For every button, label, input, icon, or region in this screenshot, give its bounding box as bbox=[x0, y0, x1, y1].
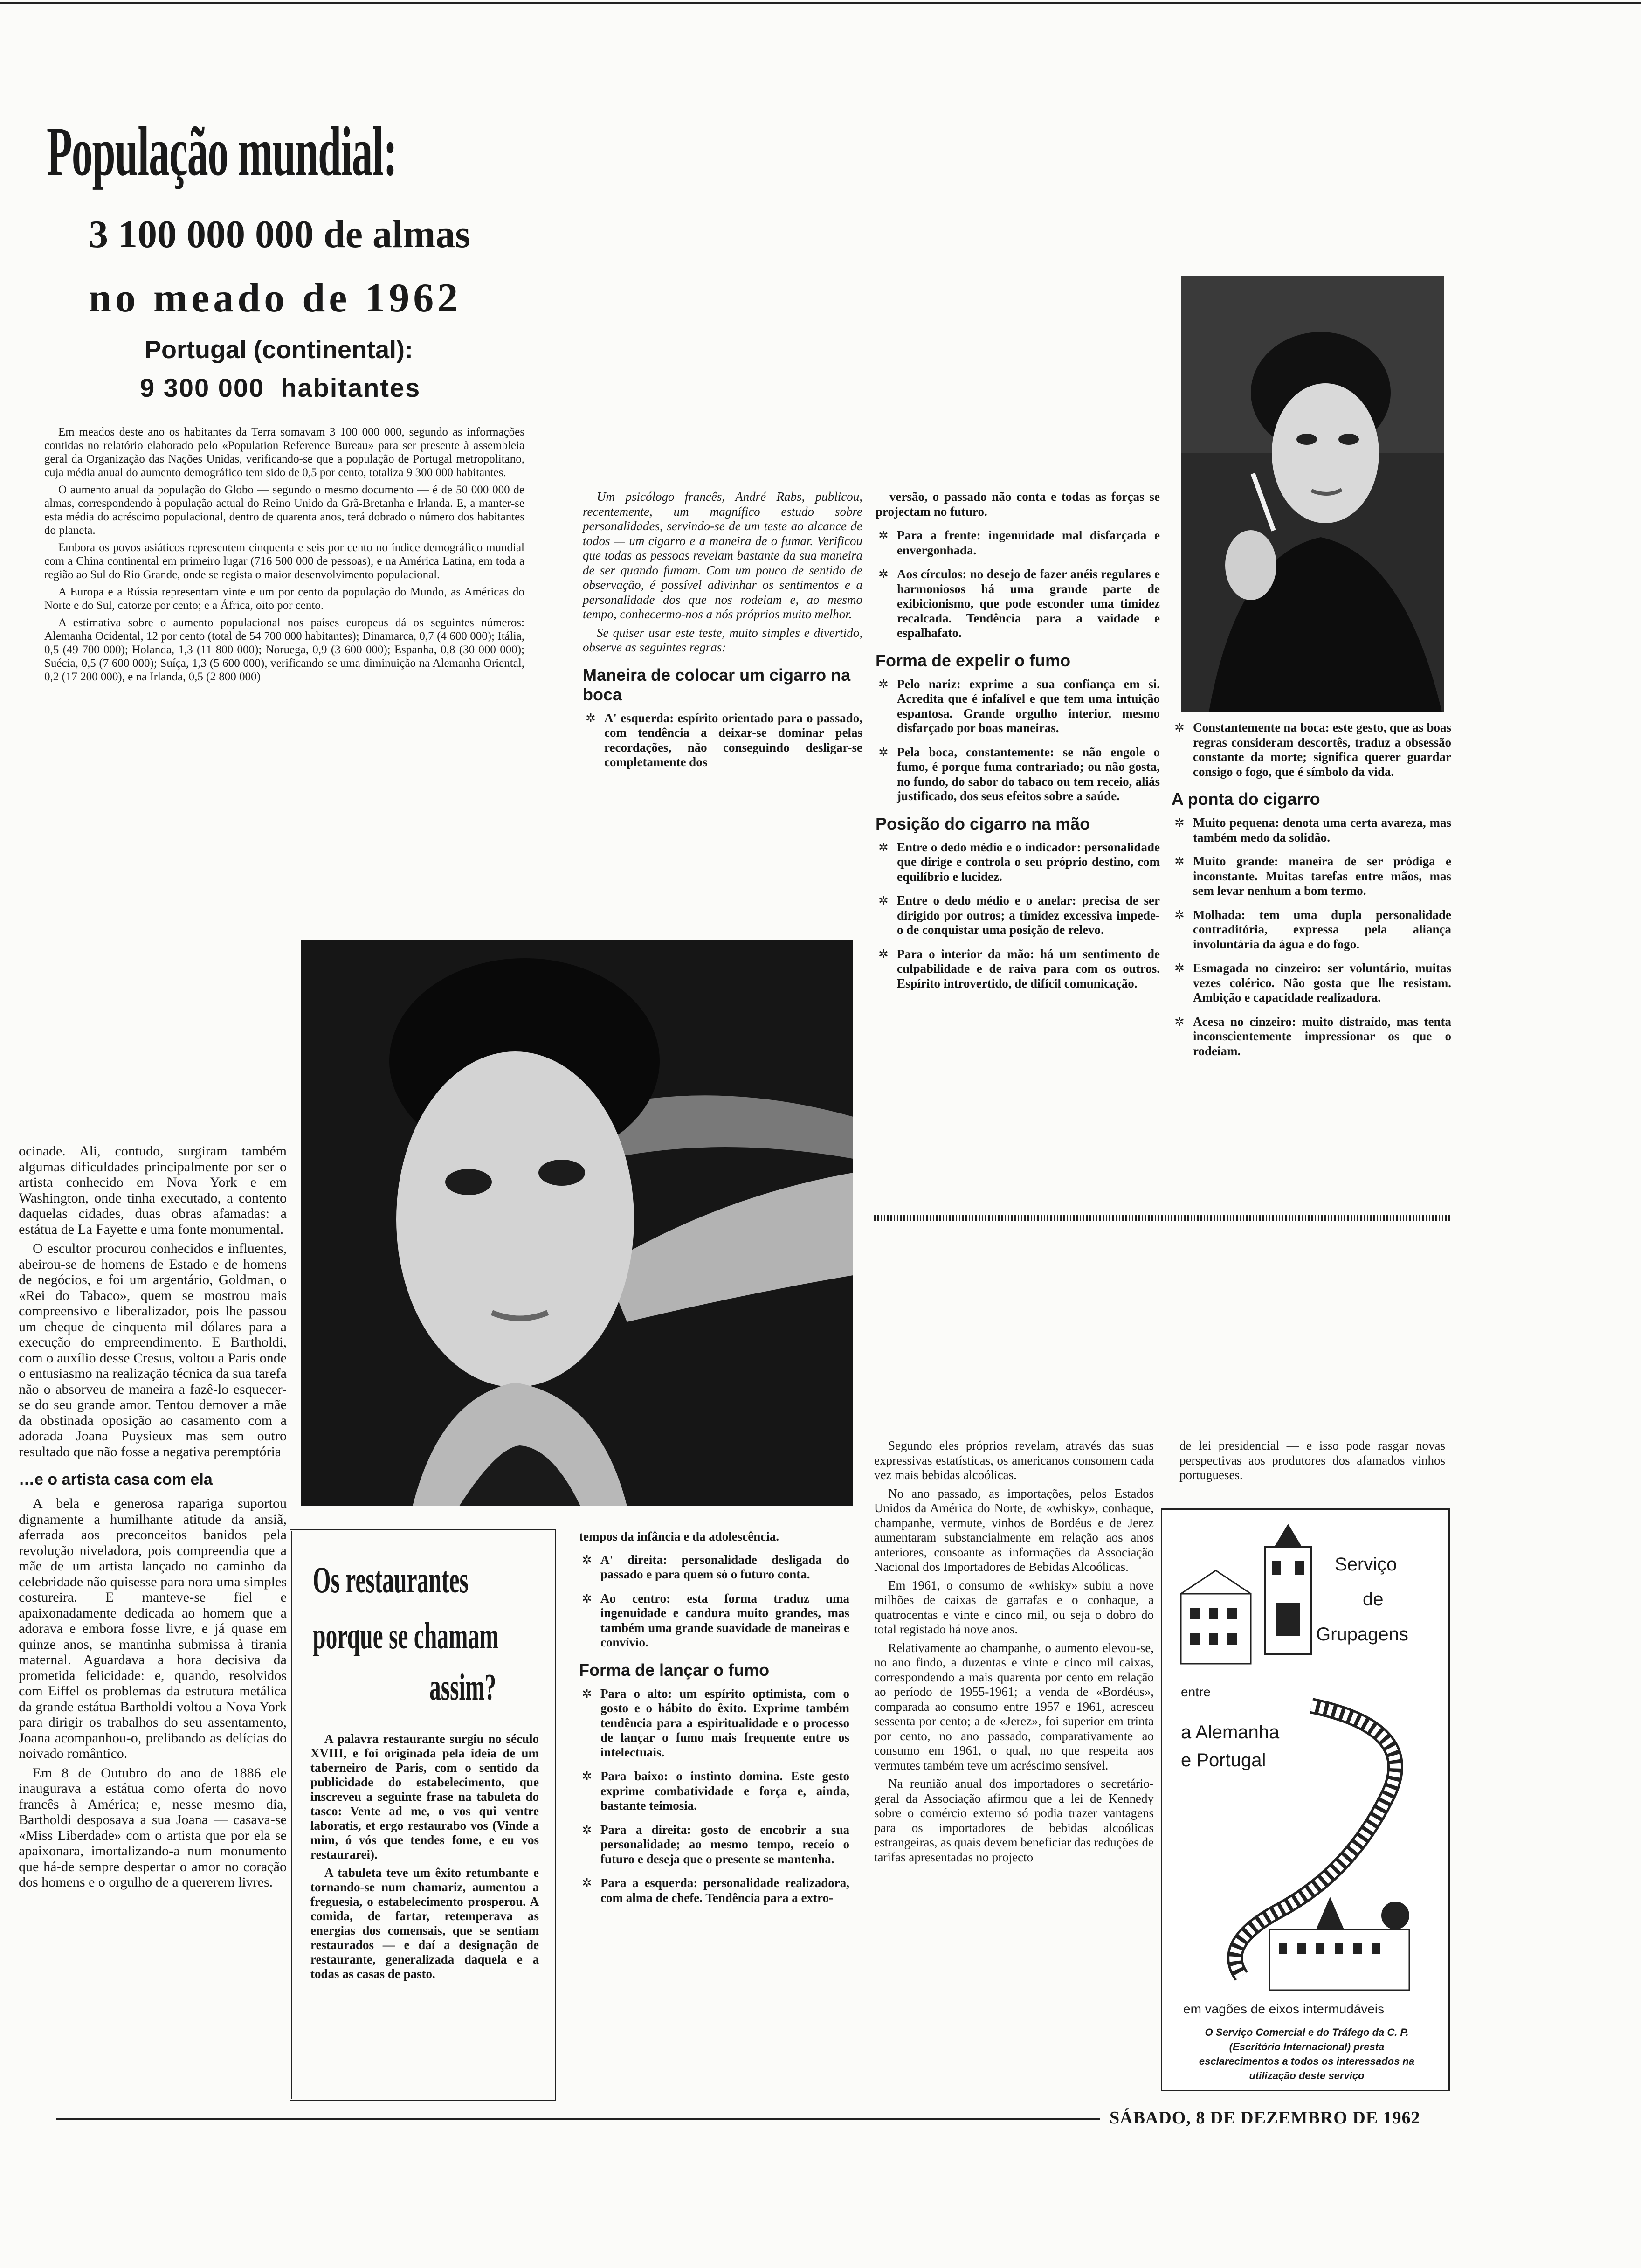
top-rule bbox=[0, 2, 1641, 4]
list-item: ✲ Para a esquerda: personalidade realizadora, com alma de chefe. Tendência para a extro- bbox=[582, 1876, 849, 1905]
paragraph: A Europa e a Rússia representam vinte e um por cento da população do Mundo, as Américas do Norte e do Sul, catorze por cento; e a África, oito por cento. bbox=[44, 586, 524, 612]
dotted-rule bbox=[874, 1215, 1452, 1221]
paragraph: Um psicólogo francês, André Rabs, publicou, recentemente, um magnífico estudo sobre personalidades, servindo-se de um teste ao alcance de todos — um cigarro e a maneira de o fumar. Verificou que todas as pessoas revelam bastante da sua maneira de ser quando fumam. Com um pouco de sentido de observação, é possível adivinhar os sentimentos e a personalidade dos que nos rodeiam e, ao mesmo tempo, conhecermo-nos a nós próprios muito melhor. bbox=[583, 490, 862, 621]
list-item: ✲ Aos círculos: no desejo de fazer anéis regulares e harmoniosos há uma grande parte de exibicionismo, que pode esconder uma timidez recalcada. Tendência para a vaidade e espalhafato. bbox=[878, 567, 1160, 640]
ad-line-3: Grupagens bbox=[1316, 1624, 1408, 1645]
list-item: ✲ Acesa no cinzeiro: muito distraído, mas tenta inconscientemente impressionar os que o rodeiam. bbox=[1174, 1014, 1451, 1058]
paragraph: ocinade. Ali, contudo, surgiram também algumas dificuldades principalmente por ser o artista conhecido em Nova York e em Washington, onde tinha executado, a contento daquelas cidades, duas obras afamadas: a estátua de La Fayette e uma fonte monumental. bbox=[19, 1143, 287, 1237]
ad-line-6: e Portugal bbox=[1181, 1750, 1266, 1770]
list-item: ✲ Pelo nariz: exprime a sua confiança em si. Acredita que é infalível e que tem uma intuição espantosa. Grande orgulho interior, mesmo disfarçado por boas maneiras. bbox=[878, 677, 1160, 735]
paragraph: Segundo eles próprios revelam, através das suas expressivas estatísticas, os americanos consomem cada vez mais bebidas alcoólicas. bbox=[874, 1438, 1154, 1482]
cigar-column-1 bbox=[583, 490, 862, 779]
list-item: ✲ Molhada: tem uma dupla personalidade contraditória, expressa pela aliança involuntária da água e do fogo. bbox=[1174, 907, 1451, 951]
woman-portrait-illustration bbox=[301, 940, 853, 1506]
asterisk-icon: ✲ bbox=[878, 745, 889, 759]
restaurants-box bbox=[290, 1529, 556, 2101]
list-item: ✲ Esmagada no cinzeiro: ser voluntário, muitas vezes colérico. Não gosta que lhe resistam. Ambição e capacidade realizadora. bbox=[1174, 961, 1451, 1004]
list-item: ✲ Para o interior da mão: há um sentimento de culpabilidade e de raiva para com os outros. Espírito introvertido, de difícil comunicação. bbox=[878, 947, 1160, 990]
section-title: …e o artista casa com ela bbox=[19, 1471, 213, 1488]
woman-smoking-illustration bbox=[1181, 276, 1444, 712]
restaurants-title-3: assim? bbox=[429, 1667, 496, 1708]
asterisk-icon: ✲ bbox=[878, 840, 889, 854]
list-item: ✲ Ao centro: esta forma traduz uma ingenuidade e candura muito grandes, mas também uma grande suavidade de maneiras e convívio. bbox=[582, 1591, 849, 1649]
list-item: ✲ Para o alto: um espírito optimista, com o gosto e o hábito do êxito. Exprime também tendência para a espiritualidade e o processo de lançar o fumo mais frequente entre os intelectuais. bbox=[582, 1686, 849, 1759]
artist-column bbox=[19, 1143, 287, 1894]
population-article-body bbox=[44, 425, 524, 687]
list-item: ✲ Constantemente na boca: este gesto, que as boas regras consideram descortês, traduz a obsessão constante da morte; significa querer guardar consigo o fogo, que é símbolo da vida. bbox=[1174, 720, 1451, 779]
issue-date: SÁBADO, 8 DE DEZEMBRO DE 1962 bbox=[1110, 2108, 1420, 2128]
woman-portrait-photo bbox=[301, 940, 853, 1506]
subhead-portugal: Portugal (continental): bbox=[145, 336, 413, 364]
asterisk-icon: ✲ bbox=[878, 894, 889, 907]
ad-footer: O Serviço Comercial e do Tráfego da C. P. (Escritório Internacional) presta esclarecimentos a todos os interessados na utilização deste serviço bbox=[1199, 2026, 1415, 2081]
paragraph: A estimativa sobre o aumento populacional nos países europeus dá os seguintes números: Alemanha Ocidental, 12 por cento (total de 54 700 000 habitantes); Dinamarca, 0,7 (4 600 000); Itália, 0,5 (49 700 000); Holanda, 1,3 (11 800 000); Noruega, 0,9 (3 600 000); Espanha, 0,8 (30 000 000); Suécia, 0,5 (7 600 000); Suíça, 1,3 (5 600 000), verificando-se uma diminuição na Alemanha Oriental, 0,2 (17 200 000), e na Irlanda, 0,5 (2 800 000) bbox=[44, 616, 524, 683]
paragraph: A palavra restaurante surgiu no século XVIII, e foi originada pela ideia de um taberneiro de Paris, com o sentido da publicidade do estabelecimento, que inscreveu a seguinte frase na tabuleta do tasco: Vente ad me, o vos qui ventre laboratis, et ergo restaurabo vos (Vinde a mim, ó vós que tendes fome, e eu vos restaurarei). bbox=[310, 1732, 539, 1861]
ad-line-7: em vagões de eixos intermudáveis bbox=[1183, 2002, 1385, 2016]
paragraph: versão, o passado não conta e todas as forças se projectam no futuro. bbox=[876, 490, 1160, 519]
asterisk-icon: ✲ bbox=[878, 529, 889, 542]
woman-smoking-photo bbox=[1181, 276, 1444, 712]
asterisk-icon: ✲ bbox=[1174, 908, 1185, 922]
paragraph: tempos da infância e da adolescência. bbox=[579, 1529, 779, 1543]
asterisk-icon: ✲ bbox=[582, 1770, 592, 1783]
paragraph: Embora os povos asiáticos representem cinquenta e seis por cento no índice demográfico mundial com a China continental em primeiro lugar (716 500 000 de pessoas), e na América Latina, em toda a região ao Sul do Rio Grande, onde se regista o maior desenvolvimento populacional. bbox=[44, 541, 524, 581]
asterisk-icon: ✲ bbox=[582, 1687, 592, 1701]
asterisk-icon: ✲ bbox=[1174, 961, 1185, 975]
paragraph: O aumento anual da população do Globo — segundo o mesmo documento — é de 50 000 000 de almas, correspondendo à população actual do Reino Unido da Grã-Bretanha e Irlanda. E, a manter-se esta média do acréscimo populacional, dentro de quarenta anos, terá dobrado o número dos habitantes do planeta. bbox=[44, 484, 524, 537]
paragraph: A bela e generosa rapariga suportou dignamente a humilhante atitude da ansiã, aferrada aos preconceitos banidos pela revolução niveladora, pois compreendia que a mãe de um artista lançado no caminho da celebridade não quisesse para nora uma simples costureira. E manteve-se fiel e apaixonadamente dedicada ao homem que a adorava e embora fosse livre, e já quase em quinze anos, se mantinha submissa à tirania maternal. Aguardava a hora decisiva da prometida felicidade: e, quando, resolvidos com Eiffel os problemas da estrutura metálica da grande estátua Bartholdi voltou a Nova York para dirigir os trabalhos do seu assentamento, Joana acompanhou-o, prelibando as delícias do noivado romântico. bbox=[19, 1496, 287, 1761]
asterisk-icon: ✲ bbox=[582, 1553, 592, 1567]
section-title: Forma de lançar o fumo bbox=[579, 1660, 770, 1680]
asterisk-icon: ✲ bbox=[1174, 1015, 1185, 1029]
list-item: ✲ Para baixo: o instinto domina. Este gesto exprime combatividade e força e, ainda, bastante teimosia. bbox=[582, 1769, 849, 1812]
subhead-inhabitants: 9 300 000 habitantes bbox=[140, 373, 421, 402]
asterisk-icon: ✲ bbox=[878, 947, 889, 961]
asterisk-icon: ✲ bbox=[1174, 721, 1185, 734]
section-title: Posição do cigarro na mão bbox=[876, 814, 1090, 833]
paragraph: Na reunião anual dos importadores o secretário-geral da Associação afirmou que a lei de Kennedy sobre o comércio externo só podia trazer vantagens para os importadores de bebidas alcoólicas estrangeiras, as quais devem beneficiar das reduções de tarifas apresentadas no projecto bbox=[874, 1777, 1154, 1864]
cigar-intro bbox=[583, 490, 862, 655]
section-title: A ponta do cigarro bbox=[1172, 789, 1320, 809]
section-title: Maneira de colocar um cigarro na boca bbox=[583, 665, 851, 704]
list-item: ✲ Muito pequena: denota uma certa avareza, mas também medo da solidão. bbox=[1174, 816, 1451, 844]
list-item: ✲ Para a direita: gosto de encobrir a sua personalidade; ao mesmo tempo, receio o futuro e deseja que o presente se mantenha. bbox=[582, 1822, 849, 1866]
asterisk-icon: ✲ bbox=[878, 677, 889, 691]
ad-line-1: Serviço bbox=[1335, 1554, 1397, 1575]
asterisk-icon: ✲ bbox=[582, 1591, 592, 1605]
paragraph: A tabuleta teve um êxito retumbante e tornando-se num chamariz, aumentou a freguesia, o estabelecimento prosperou. A comida, de fartar, retemperava as energias dos comensais, que se sentiam restaurados — e daí a designação de restaurante, generalizada daquela e a todas as casas de pasto. bbox=[310, 1866, 539, 1981]
drinks-column-1 bbox=[874, 1438, 1154, 1868]
asterisk-icon: ✲ bbox=[582, 1876, 592, 1890]
asterisk-icon: ✲ bbox=[878, 567, 889, 581]
list-item: ✲ Entre o dedo médio e o indicador: personalidade que dirige e controla o seu próprio destino, com equilíbrio e lucidez. bbox=[878, 840, 1160, 884]
paragraph: Em 1961, o consumo de «whisky» subiu a nove milhões de caixas de garrafas e o conhaque, a quatrocentas e vinte e cinco mil, ou seja o dobro do total registado há nove anos. bbox=[874, 1578, 1154, 1636]
asterisk-icon: ✲ bbox=[586, 711, 596, 725]
subhead-total: 3 100 000 000 de almas bbox=[89, 213, 470, 256]
section-title: Forma de expelir o fumo bbox=[876, 650, 1071, 670]
restaurants-title-1: Os restaurantes bbox=[313, 1560, 469, 1601]
paragraph: Relativamente ao champanhe, o aumento elevou-se, no ano findo, a duzentas e vinte e cinco mil caixas, correspondendo a mais quarenta por cento em relação ao período de 1955-1961; a venda de «Bordéus», comparada ao consumo entre 1957 e 1961, acresceu sessenta por cento; a de «Jerez», foi superior em trinta por cento, no ano passado, comparativamente ao consumo em 1961, o qual, no que respeita aos vermutes também teve um acréscimo sensível. bbox=[874, 1640, 1154, 1772]
list-item: ✲ Entre o dedo médio e o anelar: precisa de ser dirigido por outros; a timidez excessiva impede-o de conquistar uma posição de relevo. bbox=[878, 893, 1160, 937]
paragraph: Em 8 de Outubro do ano de 1886 ele inaugurava a estátua como oferta do novo francês à América; e, nesse mesmo dia, Bartholdi desposava a sua Joana — casava-se «Miss Liberdade» com o artista que por ela se apaixonara, imortalizando-a num monumento que há-de sempre despertar o amor no coração dos homens e o orgulho de a quererem livres. bbox=[19, 1765, 287, 1890]
paragraph: O escultor procurou conhecidos e influentes, abeirou-se de homens de Estado e de homens de negócios, e foi um argentário, Goldman, o «Rei do Tabaco», quem se mostrou mais compreensivo e liberalizador, pois lhe passou um cheque de cinquenta mil dólares para a execução do empreendimento. E Bartholdi, com o auxílio desse Cresus, voltou a Paris onde o entusiasmo na realização técnica da sua tarefa não o absorveu de maneira a fazê-lo esquecer-se do seu grande amor. Tentou demover a mãe da obstinada oposição ao casamento com a adorada Joana Puysieux mas sem outro resultado que não fosse a negativa peremptória bbox=[19, 1241, 287, 1459]
list-item: ✲ Pela boca, constantemente: se não engole o fumo, é porque fuma contrariado; ou não gosta, no fundo, do sabor do tabaco ou tem receio, aliás justificado, dos seus efeitos sobre a saúde. bbox=[878, 745, 1160, 803]
ad-line-2: de bbox=[1363, 1589, 1384, 1610]
bottom-rule bbox=[56, 2118, 1100, 2120]
list-item: ✲ Muito grande: maneira de ser pródiga e inconstante. Muitas tarefas entre mãos, mas sem levar nenhum a bom termo. bbox=[1174, 854, 1451, 898]
subhead-date: no meado de 1962 bbox=[89, 276, 462, 321]
railway-ad bbox=[1161, 1508, 1450, 2091]
cigar-column-4 bbox=[579, 1529, 849, 1915]
asterisk-icon: ✲ bbox=[1174, 855, 1185, 868]
cigar-column-2 bbox=[876, 490, 1160, 1000]
paragraph: de lei presidencial — e isso pode rasgar novas perspectivas aos produtores dos afamados vinhos portugueses. bbox=[1179, 1438, 1445, 1482]
restaurants-body bbox=[310, 1732, 539, 1985]
list-item: ✲ A' esquerda: espírito orientado para o passado, com tendência a deixar-se dominar pelas recordações, não conseguindo desligar-se completamente dos bbox=[586, 711, 862, 769]
ad-line-4: entre bbox=[1181, 1685, 1211, 1699]
asterisk-icon: ✲ bbox=[582, 1823, 592, 1837]
list-item: ✲ Para a frente: ingenuidade mal disfarçada e envergonhada. bbox=[878, 528, 1160, 557]
paragraph: Em meados deste ano os habitantes da Terra somavam 3 100 000 000, segundo as informações contidas no relatório elaborado pelo «Population Reference Bureau» para ser presente à assembleia geral da Organização das Nações Unidas, verificando-se que a população de Portugal metropolitano, cuja média anual do aumento demográfico tem sido de 0,5 por cento, totaliza 9 300 000 habitantes. bbox=[44, 426, 524, 479]
paragraph: No ano passado, as importações, pelos Estados Unidos da América do Norte, de «whisky», conhaque, champanhe, vermute, vinhos de Bordéus e de Jerez aumentaram substancialmente em relação aos anos anteriores, consoante as informações da Associação Nacional dos Importadores de Bebidas Alcoólicas. bbox=[874, 1486, 1154, 1574]
restaurants-title-2: porque se chamam bbox=[313, 1616, 499, 1657]
cigar-column-3 bbox=[1172, 720, 1451, 1068]
drinks-column-2 bbox=[1179, 1438, 1445, 1487]
asterisk-icon: ✲ bbox=[1174, 816, 1185, 830]
headline: População mundial: bbox=[47, 113, 397, 190]
list-item: ✲ A' direita: personalidade desligada do passado e para quem só o futuro conta. bbox=[582, 1552, 849, 1581]
paragraph: Se quiser usar este teste, muito simples e divertido, observe as seguintes regras: bbox=[583, 625, 862, 654]
ad-line-5: a Alemanha bbox=[1181, 1722, 1280, 1742]
